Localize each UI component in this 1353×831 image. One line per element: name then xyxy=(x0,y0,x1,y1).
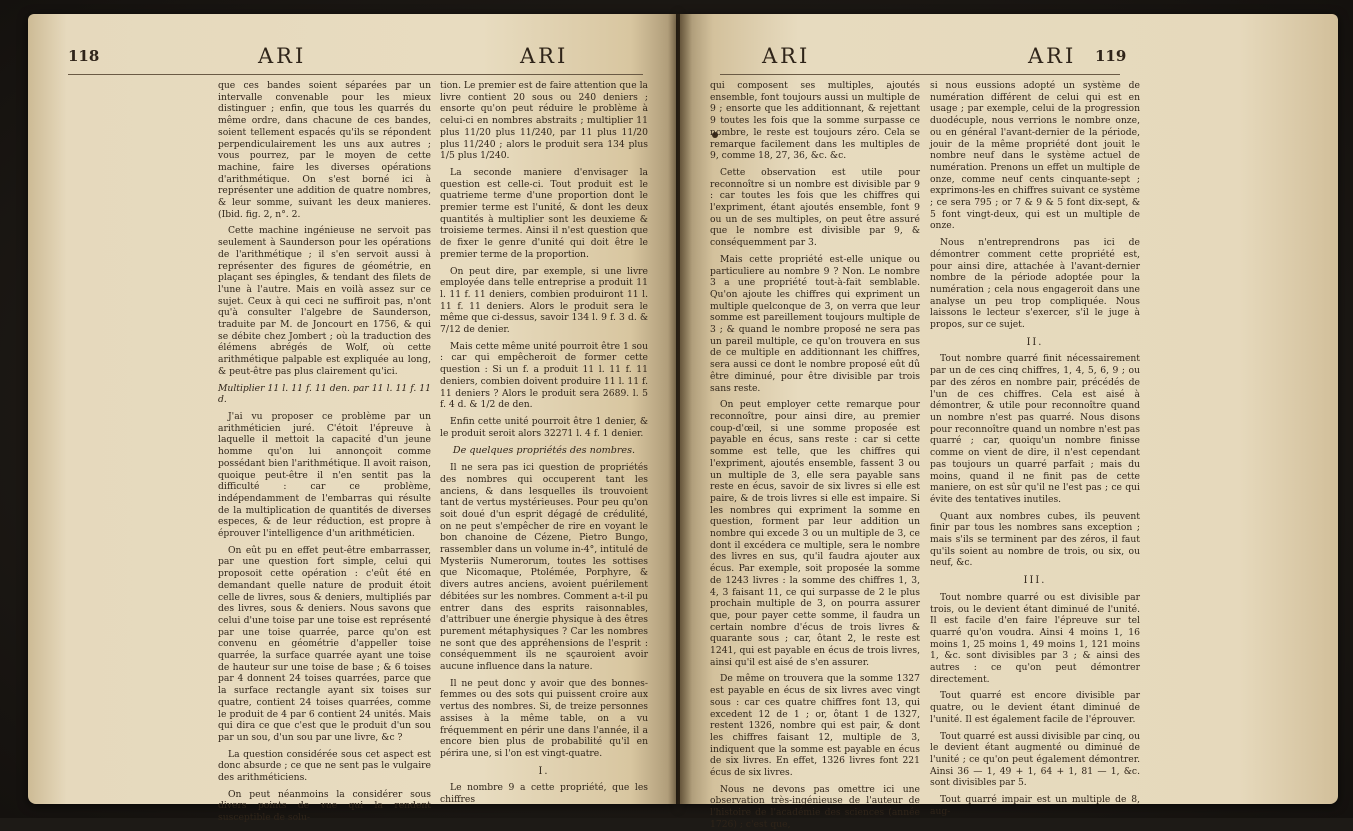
paragraph: Nous ne devons pas omettre ici une observation très-ingénieuse de l'auteur de l'histoire de l'académie des sciences (année 1726) ; c'est que, xyxy=(710,783,920,830)
paragraph: De même on trouvera que la somme 1327 est payable en écus de six livres avec vingt sous : car ces quatre chiffres font 13, qui excedent 12 de 1 ; or, ôtant 1 de 1327, restent 1326, nombre qui est pair, & dont les chiffres faisant 12, multiple de 3, indiquent que la somme est payable en écus de six livres. En effet, 1326 livres font 221 écus de six livres. xyxy=(710,673,920,779)
paragraph: Tout quarré est encore divisible par quatre, ou le devient étant diminué de l'unité. Il est également facile de l'éprouver. xyxy=(930,690,1140,725)
header-rule xyxy=(68,74,643,75)
right-page xyxy=(680,14,1338,830)
running-header: ARI xyxy=(762,44,811,68)
paragraph: Quant aux nombres cubes, ils peuvent finir par tous les nombres sans exception ; mais s'ils se terminent par des zéros, il faut qu'ils soient au nombre de trois, ou six, ou neuf, &c. xyxy=(930,510,1140,569)
problem-statement: Multiplier 11 l. 11 f. 11 den. par 11 l. 11 f. 11 d. xyxy=(218,382,431,406)
paragraph: Il ne sera pas ici question de propriétés des nombres qui occuperent tant les anciens, & dans lesquelles ils trouvoient tant de vertus mystérieuses. Pour peu qu'on soit doué d'un esprit dégagé de crédulité, on ne peut s'empêcher de rire en voyant le bon chanoine de Cézene, Pietro Bungo, rassembler dans un volume in-4°, intitulé de Mysteriis Numerorum, toutes les sottises que Nicomaque, Ptolémée, Porphyre, & divers autres anciens, avoient puérilement débitées sur les nombres. Comment a-t-il pu entrer dans des esprits raisonnables, d'attribuer une énergie physique à des êtres purement métaphysiques ? Car les nombres ne sont que des appréhensions de l'esprit : conséquemment ils ne sçauroient avoir aucune influence dans la nature. xyxy=(440,462,648,673)
header-rule xyxy=(720,74,1120,75)
section-number: I. xyxy=(538,765,550,777)
text-column xyxy=(710,80,920,830)
paragraph: Le nombre 9 a cette propriété, que les chiffres xyxy=(440,782,648,806)
open-book xyxy=(28,14,1338,830)
paragraph: On peut employer cette remarque pour reconnoître, pour ainsi dire, au premier coup-d'œil, si une somme proposée est payable en écus, sans reste : car si cette somme est telle, que les chiffres qui l'expriment, ajoutés ensemble, fassent 3 ou un multiple de 3, elle sera payable sans reste en écus, savoir de six livres si elle est paire, & de trois livres si elle est impaire. Si les nombres qui expriment la somme en question, forment par leur addition un nombre qui excede 3 ou un multiple de 3, ce dont il excédera ce multiple, sera le nombre des livres en sus, qu'il faudra ajouter aux écus. Par exemple, soit proposée la somme de 1243 livres : la somme des chiffres 1, 3, 4, 3 faisant 11, ce qui surpasse de 2 le plus prochain multiple de 3, on pourra assurer que, pour payer cette somme, il faudra un certain nombre d'écus de trois livres & quarante sous ; car, ôtant 2, le reste est 1241, qui est payable en écus de trois livres, ainsi qu'il est aisé de s'en assurer. xyxy=(710,399,920,668)
text-column xyxy=(440,80,648,806)
running-header: ARI xyxy=(258,44,307,68)
paragraph: Cette machine ingénieuse ne servoit pas seulement à Saunderson pour les opérations de l'arithmétique ; il s'en servoit aussi à représenter des figures de géométrie, en plaçant ses épingles, & tendant des filets de l'une à l'autre. Mais en voilà assez sur ce sujet. Ceux à qui ceci ne suffiroit pas, n'ont qu'à consulter l'algebre de Saunderson, traduite par M. de Joncourt en 1756, & qui se débite chez Jombert ; où la traduction des élémens abrégés de Wolf, où cette arithmétique palpable est expliquée au long, & peut-être pas plus clairement qu'ici. xyxy=(218,225,431,377)
paragraph: Mais cette même unité pourroit être 1 sou : car qui empêcheroit de former cette question : Si un f. a produit 11 l. 11 f. 11 deniers, combien doivent produire 11 l. 11 f. 11 deniers ? Alors le produit sera 2689. l. 5 f. 4 d. & 1/2 de den. xyxy=(440,340,648,411)
left-page xyxy=(28,14,676,824)
paragraph: Il ne peut donc y avoir que des bonnes-femmes ou des sots qui puissent croire aux vertus des nombres. Si, de treize personnes assises à la même table, on a vu fréquemment en périr une dans l'année, il a encore bien plus de probabilité qu'il en périra une, si l'on est vingt-quatre. xyxy=(440,677,648,759)
paragraph: Nous n'entreprendrons pas ici de démontrer comment cette propriété est, pour ainsi dire, attachée à l'avant-dernier nombre de la période adoptée pour la numération ; cela nous engageroit dans une analyse un peu trop compliquée. Nous laissons le lecteur s'exercer, s'il le juge à propos, sur ce sujet. xyxy=(930,237,1140,331)
paragraph: tion. Le premier est de faire attention que la livre contient 20 sous ou 240 deniers ; ensorte qu'on peut réduire le problème à celui-ci en nombres abstraits ; multiplier 11 plus 11/20 plus 11/240, par 11 plus 11/20 plus 11/240 ; alors le produit sera 134 plus 1/5 plus 1/240. xyxy=(440,80,648,162)
paragraph: que ces bandes soient séparées par un intervalle convenable pour les mieux distinguer ; enfin, que tous les quarrés du même ordre, dans chacune de ces bandes, soient tellement espacés qu'ils se répondent perpendiculairement les uns aux autres ; vous pourrez, par le moyen de cette machine, faire les diverses opérations d'arithmétique. On s'est borné ici à représenter une addition de quatre nombres, & leur somme, suivant les deux manieres. (Ibid. fig. 2, n°. 2. xyxy=(218,80,431,220)
book-gutter xyxy=(668,14,692,804)
paragraph: La seconde maniere d'envisager la question est celle-ci. Tout produit est le quatrieme terme d'une proportion dont le premier terme est l'unité, & dont les deux quantités à multiplier sont les deuxieme & troisieme termes. Ainsi il n'est question que de fixer le genre d'unité qui doit être le premier terme de la proportion. xyxy=(440,166,648,260)
page-number: 119 xyxy=(1095,47,1127,65)
section-title: De quelques propriétés des nombres. xyxy=(452,445,636,457)
paragraph: Mais cette propriété est-elle unique ou particuliere au nombre 9 ? Non. Le nombre 3 a une propriété tout-à-fait semblable. Qu'on ajoute les chiffres qui expriment un multiple quelconque de 3, on verra que leur somme est pareillement toujours multiple de 3 ; & quand le nombre proposé ne sera pas un pareil multiple, ce qu'on trouvera en sus de ce multiple en additionnant les chiffres, sera aussi ce dont le nombre proposé eût dû être diminué, pour être divisible par trois sans reste. xyxy=(710,253,920,394)
paragraph: qui composent ses multiples, ajoutés ensemble, font toujours aussi un multiple de 9 ; ensorte que les additionnant, & rejettant 9 toutes les fois que la somme surpasse ce nombre, le reste est toujours zéro. Cela se remarque facilement dans les multiples de 9, comme 18, 27, 36, &c. &c. xyxy=(710,80,920,162)
section-number: III. xyxy=(1023,575,1047,587)
page-number: 118 xyxy=(68,47,100,65)
paragraph: Tout quarré impair est un multiple de 8, aug- xyxy=(930,794,1140,817)
text-column xyxy=(218,80,431,824)
paragraph: On eût pu en effet peut-être embarrasser, par une question fort simple, celui qui proposoit cette opération : c'eût été en demandant quelle nature de produit étoit celle de livres, sous & deniers, multipliés par des livres, sous & deniers. Nous savons que celui d'une toise par une toise est représenté par une toise quarrée, parce qu'on est convenu en géométrie d'appeller toise quarrée, la surface quarrée ayant une toise de hauteur sur une toise de base ; & 6 toises par 4 donnent 24 toises quarrées, parce que la surface rectangle ayant six toises sur quatre, contient 24 toises quarrées, comme le produit de 4 par 6 contient 24 unités. Mais qui dira ce que c'est que le produit d'un sou par un sou, d'un sou par une livre, &c ? xyxy=(218,544,431,743)
section-number: II. xyxy=(1026,336,1044,348)
running-header: ARI xyxy=(1028,44,1077,68)
paragraph: J'ai vu proposer ce problème par un arithméticien juré. C'étoit l'épreuve à laquelle il mettoit la capacité d'un jeune homme qu'on lui annonçoit comme possédant bien l'arithmétique. Il avoit raison, quoique peut-être il n'en sentit pas la difficulté : car ce problème, indépendamment de l'embarras qui résulte de la multiplication de quantités de diverses especes, & de leur réduction, est propre à éprouver l'intelligence d'un arithméticien. xyxy=(218,410,431,540)
paragraph: Tout quarré est aussi divisible par cinq, ou le devient étant augmenté ou diminué de l'unité ; ce qu'on peut également démontrer. Ainsi 36 — 1, 49 + 1, 64 + 1, 81 — 1, &c. sont divisibles par 5. xyxy=(930,730,1140,789)
running-header: ARI xyxy=(520,44,569,68)
paragraph: On peut néanmoins la considérer sous divers points de vue qui la rendent susceptible de solu- xyxy=(218,788,431,824)
paragraph: La question considérée sous cet aspect est donc absurde ; ce que ne sent pas le vulgaire des arithméticiens. xyxy=(218,748,431,784)
paragraph: On peut dire, par exemple, si une livre employée dans telle entreprise a produit 11 l. 11 f. 11 deniers, combien produiront 11 l. 11 f. 11 deniers. Alors le produit sera le même que ci-dessus, savoir 134 l. 9 f. 3 d. & 7/12 de denier. xyxy=(440,265,648,336)
paragraph: Tout nombre quarré ou est divisible par trois, ou le devient étant diminué de l'unité. Il est facile d'en faire l'épreuve sur tel quarré qu'on voudra. Ainsi 4 moins 1, 16 moins 1, 25 moins 1, 49 moins 1, 121 moins 1, &c. sont divisibles par 3 ; & ainsi des autres : ce qu'on peut démontrer directement. xyxy=(930,591,1140,685)
text-column xyxy=(930,80,1140,817)
paragraph: si nous eussions adopté un système de numération différent de celui qui est en usage ; par exemple, celui de la progression duodécuple, nous verrions le nombre onze, ou en général l'avant-dernier de la période, jouir de la même propriété dont jouit le nombre neuf dans le système actuel de numération. Prenons un effet un multiple de onze, comme neuf cents cinquante-sept ; exprimons-les en chiffres suivant ce système ; ce sera 795 ; or 7 & 9 & 5 font dix-sept, & 5 font vingt-deux, qui est un multiple de onze. xyxy=(930,80,1140,232)
paragraph: Cette observation est utile pour reconnoître si un nombre est divisible par 9 : car toutes les fois que les chiffres qui l'expriment, étant ajoutés ensemble, font 9 ou un de ses multiples, on peut être assuré que le nombre est divisible par 9, & conséquemment par 3. xyxy=(710,166,920,249)
paragraph: Enfin cette unité pourroit être 1 denier, & le produit seroit alors 32271 l. 4 f. 1 denier. xyxy=(440,415,648,439)
paragraph: Tout nombre quarré finit nécessairement par un de ces cinq chiffres, 1, 4, 5, 6, 9 ; ou par des zéros en nombre pair, précédés de l'un de ces chiffres. Cela est aisé à démontrer, & utile pour reconnoître quand un nombre n'est pas quarré. Nous disons pour reconnoître quand un nombre n'est pas quarré ; car, quoiqu'un nombre finisse comme on vient de dire, il n'est cependant pas toujours un quarré parfait ; mais du moins, quand il ne finit pas de cette maniere, on est sûr qu'il ne l'est pas ; ce qui évite des tentatives inutiles. xyxy=(930,353,1140,505)
